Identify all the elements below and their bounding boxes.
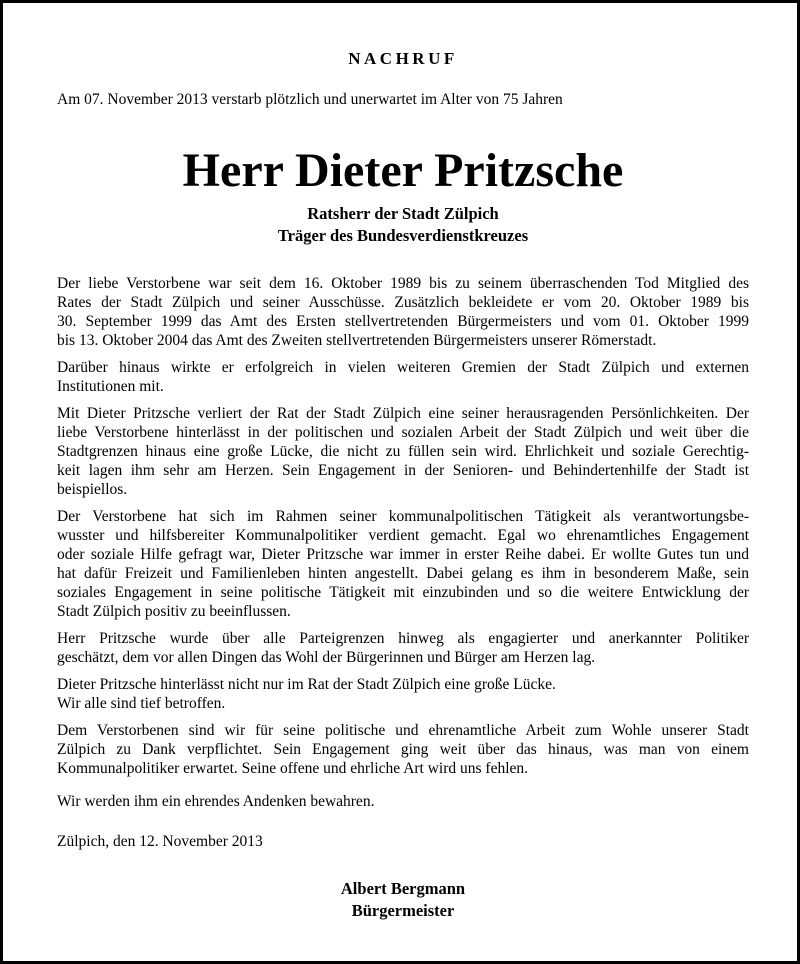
paragraph-5 — [57, 629, 749, 667]
paragraph-line: Darüber hinaus wirkte er erfolgreich in vielen weiteren Gremien der Stadt Zülpich und externen — [57, 359, 749, 376]
obituary-body — [57, 274, 749, 851]
intro-text: Am 07. November 2013 verstarb plötzlich und unerwartet im Alter von 75 Jahren — [57, 91, 563, 108]
deceased-name: Herr Dieter Pritzsche — [182, 144, 624, 197]
paragraph-line: Stadt Zülpich positiv zu beeinflussen. — [57, 603, 291, 620]
heading: NACHRUF — [348, 49, 458, 68]
paragraph-line: geschätzt, dem vor allen Dingen das Wohl der Bürgerinnen und Bürger am Herzen lag. — [57, 649, 596, 666]
paragraph-4 — [57, 507, 749, 621]
paragraph-3 — [57, 404, 749, 499]
paragraph-line: liebe Verstorbene hinterlässt in der politischen und sozialen Arbeit der Stadt Zülpich und weit über die — [57, 424, 749, 441]
paragraph-6 — [57, 675, 749, 713]
signature-block — [3, 878, 800, 922]
paragraph-line: Herr Pritzsche wurde über alle Parteigrenzen hinweg als engagierter und anerkannter Politiker — [57, 630, 749, 647]
signatory-title: Bürgermeister — [351, 901, 455, 920]
paragraph-line: Mit Dieter Pritzsche verliert der Rat der Stadt Zülpich eine seiner herausragenden Persönlichkeiten. Der — [57, 405, 749, 422]
signatory-name: Albert Bergmann — [340, 879, 466, 898]
paragraph-line: 30. September 1999 das Amt des Ersten stellvertretenden Bürgermeisters und vom 01. Oktober 1999 — [57, 313, 749, 330]
paragraph-line: soziales Engagement in seine politische Tätigkeit mit einzubinden und so die weitere Entwicklung der — [57, 584, 749, 601]
subtitle-award: Träger des Bundesverdienstkreuzes — [277, 226, 529, 245]
place-and-date: Zülpich, den 12. November 2013 — [57, 833, 263, 850]
paragraph-1 — [57, 274, 749, 350]
paragraph-7 — [57, 721, 749, 778]
paragraph-line: Der Verstorbene hat sich im Rahmen seiner kommunalpolitischen Tätigkeit als verantwortungsbe- — [57, 508, 749, 525]
paragraph-line: bis 13. Oktober 2004 das Amt des Zweiten stellvertretenden Bürgermeisters unserer Römerstadt. — [57, 332, 657, 349]
paragraph-line: Stadtgrenzen hinaus eine große Lücke, die nicht zu füllen sein wird. Ehrlichkeit und soziale Gerechtig- — [57, 443, 749, 460]
paragraph-line: Dem Verstorbenen sind wir für seine politische und ehrenamtliche Arbeit zum Wohle unserer Stadt — [57, 722, 749, 739]
paragraph-line: Dieter Pritzsche hinterlässt nicht nur im Rat der Stadt Zülpich eine große Lücke. — [57, 676, 556, 693]
paragraph-line: Rates der Stadt Zülpich und seiner Ausschüsse. Zusätzlich bekleidete er vom 20. Oktober 1989 bis — [57, 294, 749, 311]
paragraph-line: hat dafür Freizeit und Familienleben hinten angestellt. Dabei gelang es ihm in besonderem Maße, sein — [57, 565, 749, 582]
subtitles — [3, 203, 800, 247]
paragraph-2 — [57, 358, 749, 396]
paragraph-line: Kommunalpolitiker erwartet. Seine offene und ehrliche Art wird uns fehlen. — [57, 760, 529, 777]
paragraph-line: Wir alle sind tief betroffen. — [57, 695, 226, 712]
paragraph-line: wusster und hilfsbereiter Kommunalpolitiker verdient gemacht. Egal wo ehrenamtliches Engagement — [57, 527, 749, 544]
paragraph-line: Der liebe Verstorbene war seit dem 16. Oktober 1989 bis zu seinem überraschenden Tod Mitglied des — [57, 275, 749, 292]
paragraph-line: Institutionen mit. — [57, 378, 164, 395]
paragraph-line: oder soziale Hilfe gefragt war, Dieter Pritzsche war immer in erster Reihe dabei. Er wollte Gutes tun und — [57, 546, 749, 563]
paragraph-line: beispiellos. — [57, 481, 128, 498]
paragraph-line: keit lagen ihm sehr am Herzen. Sein Engagement in der Senioren- und Behindertenhilfe der Stadt ist — [57, 462, 749, 479]
subtitle-office: Ratsherr der Stadt Zülpich — [307, 204, 499, 223]
paragraph-line: Zülpich zu Dank verpflichtet. Sein Engagement ging weit über das hinaus, was man von einem — [57, 741, 749, 758]
closing-line: Wir werden ihm ein ehrendes Andenken bewahren. — [57, 793, 375, 810]
